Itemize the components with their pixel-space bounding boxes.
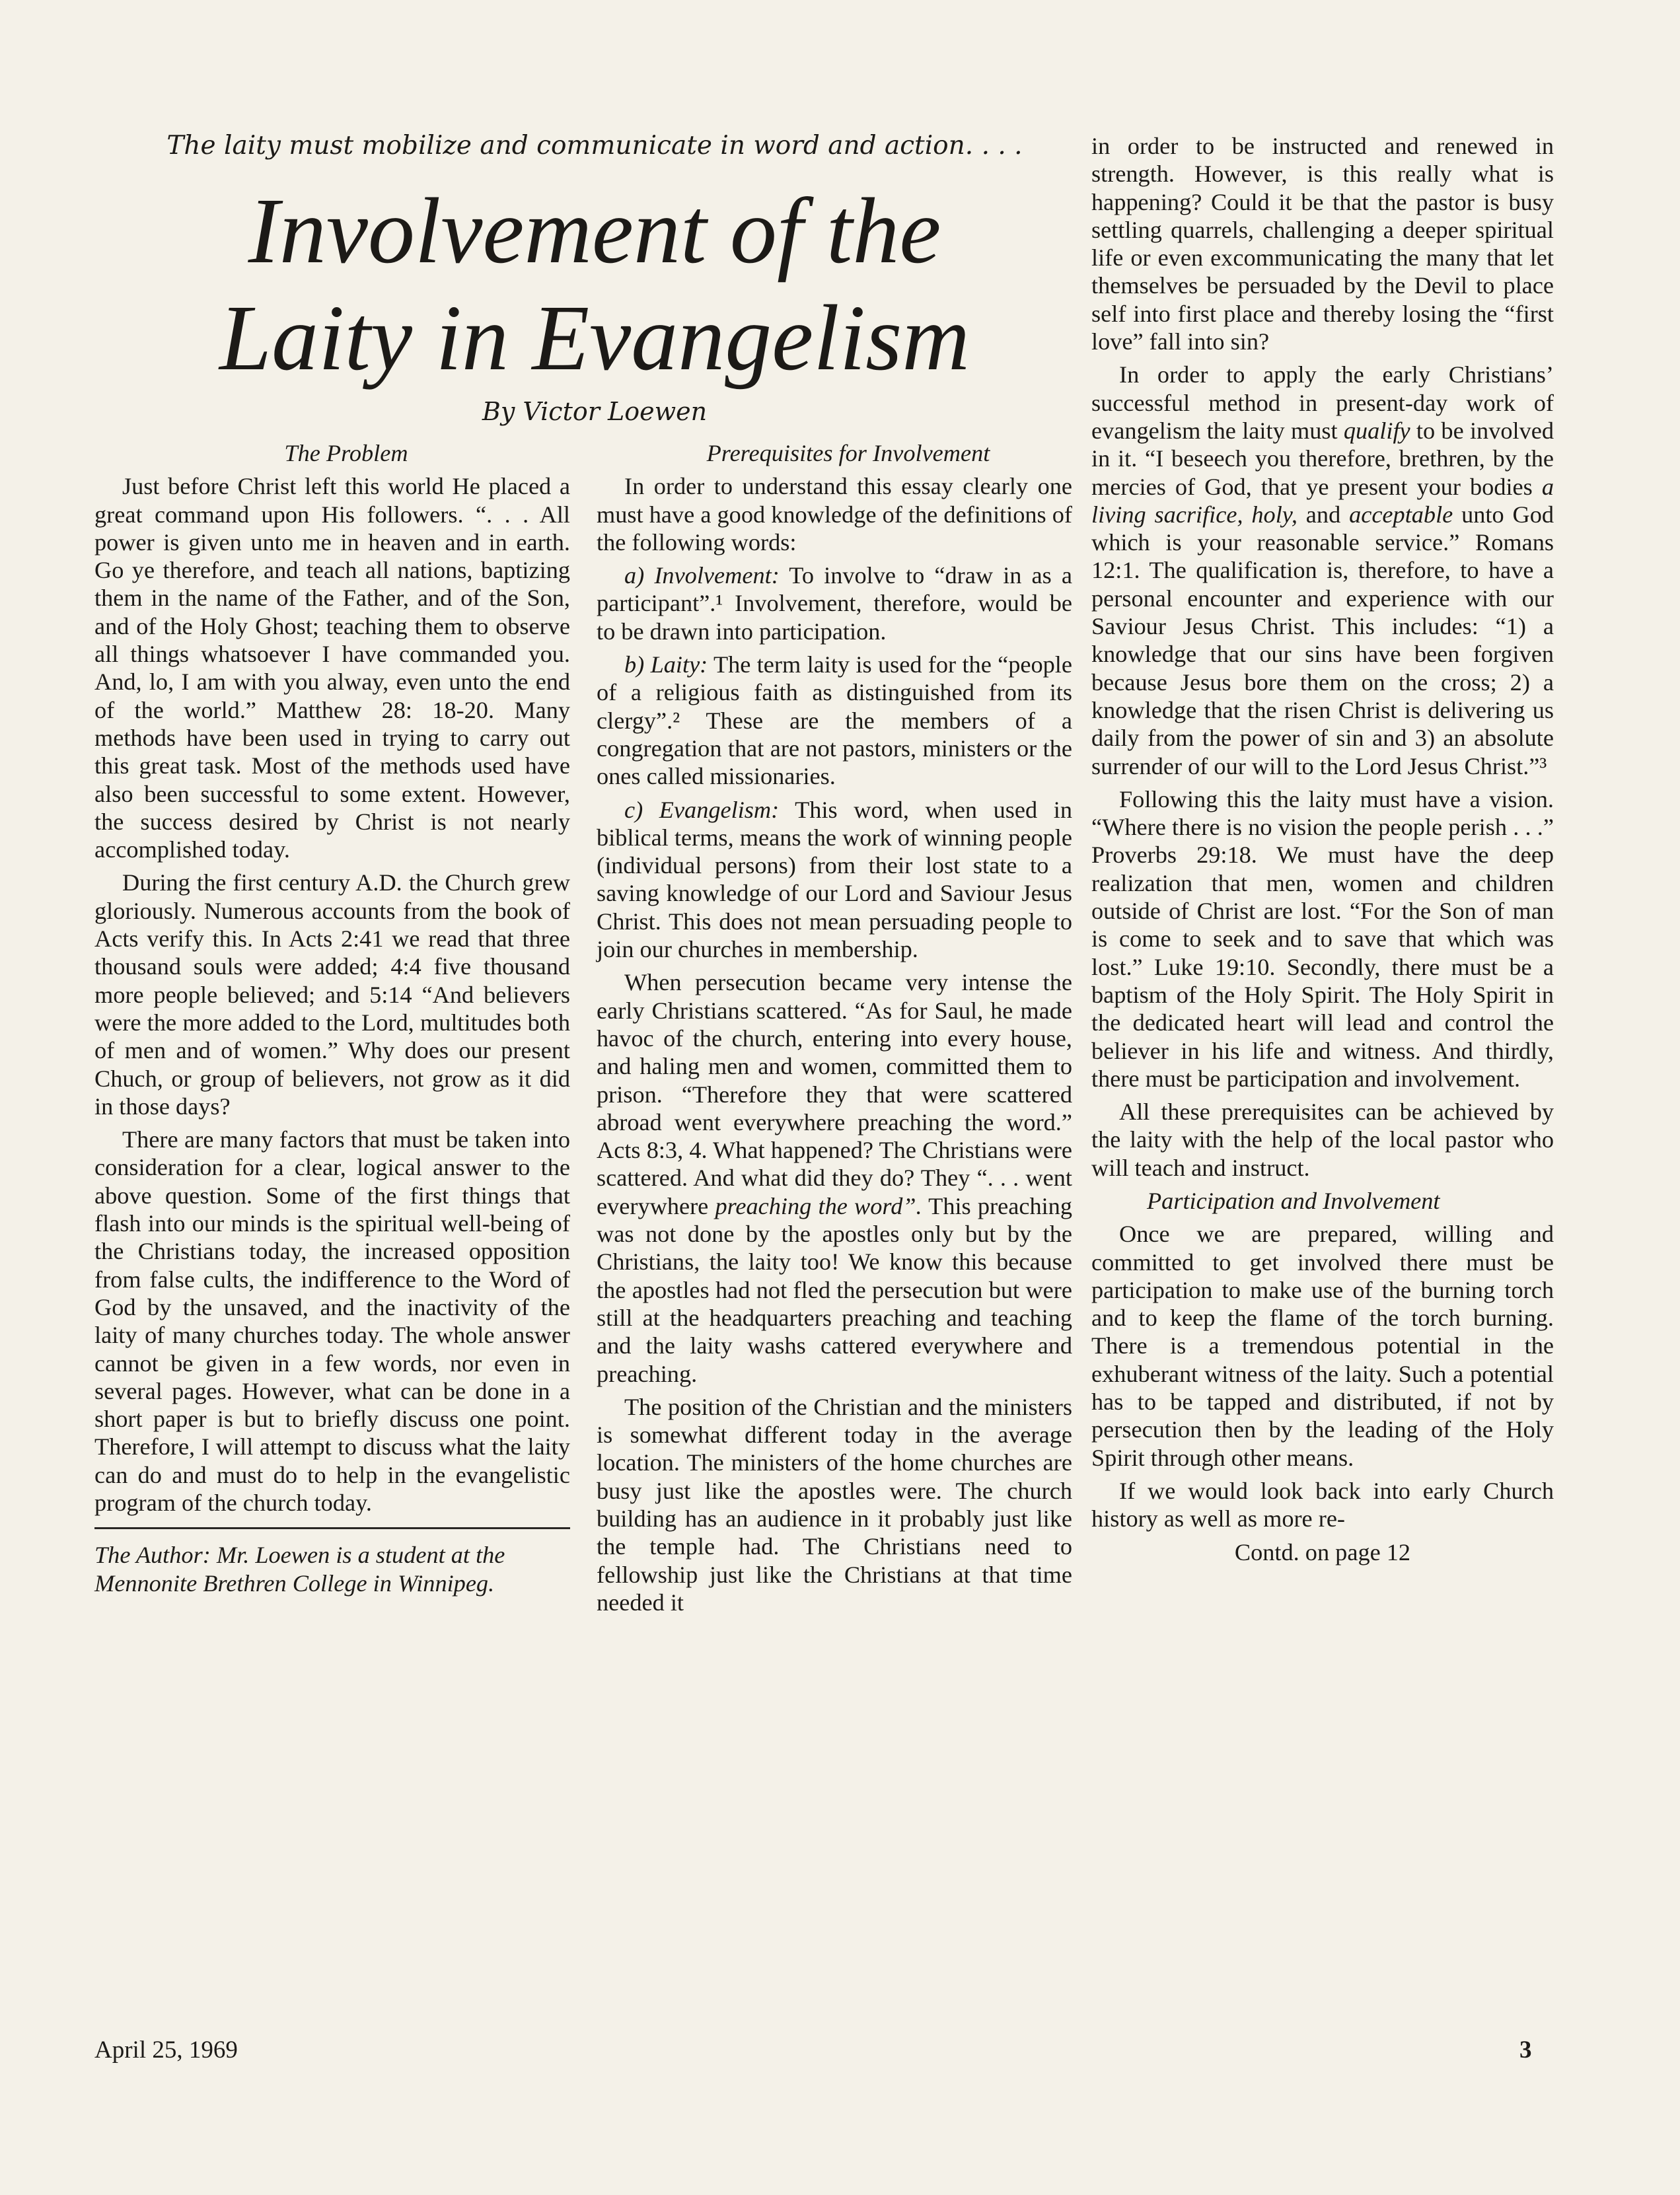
paragraph: All these prerequisites can be achieved by the laity with the help of the local pastor who will teach and instruct. [1091, 1098, 1554, 1181]
continued-note: Contd. on page 12 [1234, 1538, 1411, 1565]
term: b) Laity: [624, 651, 708, 678]
paragraph: Following this the laity must have a vision. “Where there is no vision the people perish . . .” Proverbs 29:18. We must have the deep realization that men, women and children outside of Christ are lost. “For the Son of man is come to seek and to save that which was lost.” Luke 19:10. Secondly, there must be a baptism of the Holy Spirit. The Holy Spirit in the dedicated heart will lead and control the believer in his life and witness. And thirdly, there must be participation and involvement. [1091, 785, 1554, 1092]
page-number: 3 [1519, 2036, 1532, 2064]
title-line-1: Involvement of the [248, 178, 941, 283]
text-run: and [1297, 501, 1350, 528]
kicker: The laity must mobilize and communicate in word and action. . . . [166, 131, 1023, 161]
definition-laity [597, 651, 1072, 790]
paragraph: The position of the Christian and the ministers is somewhat different today in the average location. The ministers of the home churches are busy just like the apostles were. The church building has an audience in it probably just like the temple had. The Christians need to fellowship just like the Christians at that time needed it [597, 1393, 1072, 1616]
emphasis: qualify [1343, 417, 1410, 444]
section-heading-problem: The Problem [284, 440, 408, 466]
section-heading-participation: Participation and Involvement [1147, 1187, 1440, 1214]
paragraph: Once we are prepared, willing and committed to get involved there must be participation to make use of the burning torch and to keep the flame of the torch burning. There is a tremendous potential in the exhuberant witness of the laity. Such a potential has to be tapped and distributed, if not by persecution then by the leading of the Holy Spirit through other means. [1091, 1221, 1554, 1471]
text-run: unto God which is your reasonable service.” Romans 12:1. The qualification is, therefore, to have a personal encounter and experience with our Saviour Jesus Christ. This includes: “1) a knowledge that our sins have been forgiven because Jesus bore them on the cross; 2) a knowledge that the risen Christ is delivering us daily from the power of sin and 3) an absolute surrender of our will to the Lord Jesus Christ.”³ [1091, 501, 1554, 779]
term: c) Evangelism: [624, 796, 780, 823]
column-3 [1091, 132, 1554, 1566]
article-title [106, 177, 1083, 391]
term: a) Involvement: [624, 562, 780, 589]
author-note: The Author: Mr. Loewen is a student at the Mennonite Brethren College in Winnipeg. [94, 1542, 505, 1597]
byline: By Victor Loewen [482, 397, 708, 426]
issue-date: April 25, 1969 [94, 2036, 238, 2064]
section-heading-prerequisites: Prerequisites for Involvement [706, 440, 990, 466]
text-run: When persecution became very intense the early Christians scattered. “As for Saul, he made havoc of the church, entering into every house, and haling men and women, committed them to prison. “Therefore they that were scattered abroad went everywhere preaching the word.” Acts 8:3, 4. What happened? The Christians were scattered. And what did they do? They “. . . went everywhere [597, 969, 1072, 1219]
paragraph: During the first century A.D. the Church grew gloriously. Numerous accounts from the book of Acts verify this. In Acts 2:41 we read that three thousand souls were added; 4:4 five thousand more people believed; and 5:14 “And believers were the more added to the Lord, multitudes both of men and of women.” Why does our present Chuch, or group of believers, not grow as it did in those days? [94, 869, 570, 1120]
emphasis: a living sacrifice, holy, [1091, 473, 1554, 528]
column-1 [94, 439, 570, 1597]
text-run: In order to apply the early Christians’ successful method in present-day work of evangelism the laity must [1091, 361, 1554, 444]
column-2 [597, 439, 1072, 1616]
divider [94, 1527, 570, 1529]
emphasis: preaching the word”. [715, 1192, 922, 1219]
paragraph: If we would look back into early Church history as well as more re- [1091, 1477, 1554, 1532]
paragraph [597, 968, 1072, 1387]
definition-text: The term laity is used for the “people of a religious faith as distinguished from its clergy”.² These are the members of a congregation that are not pastors, ministers or the ones called missionaries. [597, 651, 1073, 790]
paragraph: Just before Christ left this world He placed a great command upon His followers. “. . . All power is given unto me in heaven and in earth. Go ye therefore, and teach all nations, baptizing them in the name of the Father, and of the Son, and of the Holy Ghost; teaching them to observe all things whatsoever I have commanded you. And, lo, I am with you alway, even unto the end of the world.” Matthew 28: 18-20. Many methods have been used in trying to carry out this great task. Most of the methods used have also been successful to some extent. However, the success desired by Christ is not nearly accomplished today. [94, 473, 570, 863]
text-run: This preaching was not done by the apostles only but by the Christians, the laity too! We know this because the apostles had not fled the persecution but were still at the headquarters preaching and teaching and the laity washs cattered everywhere and preaching. [597, 1192, 1072, 1387]
paragraph: in order to be instructed and renewed in strength. However, is this really what is happening? Could it be that the pastor is busy settling quarrels, challenging a deeper spiritual life or even excommunicating the many that let themselves be persuaded by the Devil to place self into first place and thereby losing the “first love” fall into sin? [1091, 133, 1554, 355]
emphasis: acceptable [1349, 501, 1453, 528]
text-run: to be involved in it. “I beseech you therefore, brethren, by the mercies of God, that ye present your bodies [1091, 417, 1554, 500]
definition-text: This word, when used in biblical terms, means the work of winning people (individual persons) from their lost state to a saving knowledge of our Lord and Saviour Jesus Christ. This does not mean persuading people to join our churches in membership. [597, 796, 1072, 963]
paragraph: In order to understand this essay clearly one must have a good knowledge of the definitions of the following words: [597, 473, 1072, 556]
paragraph: There are many factors that must be taken into consideration for a clear, logical answer to the above question. Some of the first things that flash into our minds is the spiritual well-being of the Christians today, the increased opposition from false cults, the indifference to the Word of God by the unsaved, and the inactivity of the laity of many churches today. The whole answer cannot be given in a few words, nor even in several pages. However, what can be done in a short paper is but to briefly discuss one point. Therefore, I will attempt to discuss what the laity can do and must do to help in the evangelistic program of the church today. [94, 1126, 570, 1516]
definition-involvement [597, 561, 1072, 645]
title-line-2: Laity in Evangelism [219, 285, 970, 390]
definition-text: To involve to “draw in as a participant”.¹ Involvement, therefore, would be to be drawn into participation. [597, 562, 1072, 645]
definition-evangelism [597, 796, 1072, 964]
paragraph [1091, 361, 1554, 779]
